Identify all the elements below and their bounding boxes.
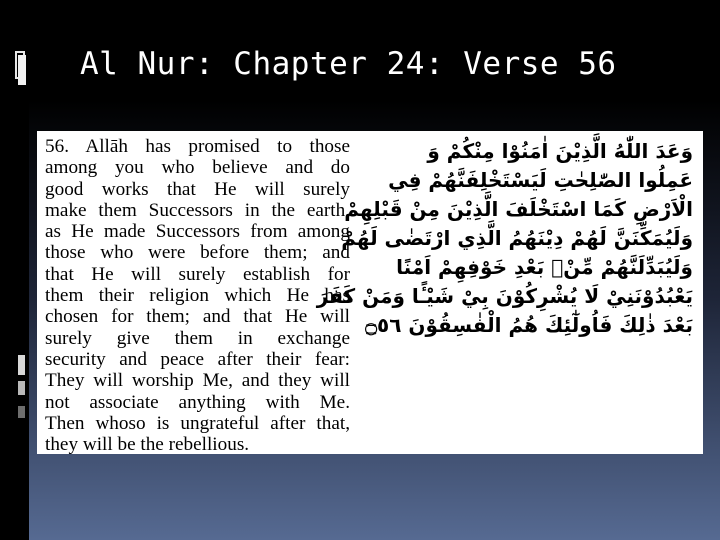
side-accent-bar — [18, 381, 25, 395]
english-line: surely give them in exchange — [45, 327, 350, 349]
english-line: security and peace after their fear: — [45, 348, 350, 370]
english-translation — [45, 136, 350, 454]
arabic-line: وَعَدَ اللّٰهُ الَّذِيْنَ اٰمَنُوْا مِنْكُمْ وَ — [427, 139, 693, 163]
arabic-line: عَمِلُوا الصّٰلِحٰتِ لَيَسْتَخْلِفَنَّهُمْ فِي — [388, 168, 693, 192]
arabic-line: وَلَيُمَكِّنَنَّ لَهُمْ دِيْنَهُمُ الَّذِي ارْتَضٰى لَهُمْ — [341, 226, 693, 250]
english-line: chosen for them; and that He will — [45, 306, 350, 328]
english-line: those who were before them; and — [45, 242, 350, 264]
english-line: Then whoso is ungrateful after that, — [45, 412, 350, 434]
english-line: them their religion which He has — [45, 285, 350, 307]
side-accent-bar — [18, 406, 25, 418]
side-accent-bar — [18, 355, 25, 375]
arabic-line: يَعْبُدُوْنَنِيْ لَا يُشْرِكُوْنَ بِيْ شَيْـًٔا وَمَنْ كَفَرَ — [316, 284, 693, 308]
english-line: 56. Allāh has promised to those — [45, 136, 350, 157]
arabic-line: وَلَيُبَدِّلَنَّهُمْ مِّنْۢ بَعْدِ خَوْفِهِمْ اَمْنًا — [396, 255, 693, 279]
deco-solid-block — [18, 55, 26, 85]
arabic-line: الْاَرْضِ كَمَا اسْتَخْلَفَ الَّذِيْنَ مِنْ قَبْلِهِمْ — [344, 197, 693, 221]
slide-title: Al Nur: Chapter 24: Verse 56 — [80, 46, 617, 82]
english-line: good works that He will surely — [45, 178, 350, 200]
english-line: not associate anything with Me. — [45, 391, 350, 413]
arabic-line: بَعْدَ ذٰلِكَ فَاُولٰٓئِكَ هُمُ الْفٰسِقُوْنَ ۝٥٦ — [365, 313, 693, 337]
english-line: they will be the rebellious. — [45, 434, 250, 454]
english-line: among you who believe and do — [45, 157, 350, 179]
arabic-verse-text — [316, 137, 693, 340]
english-line: that He will surely establish for — [45, 263, 350, 285]
english-line: They will worship Me, and they will — [45, 370, 350, 392]
left-rail — [0, 0, 29, 540]
verse-image-panel — [37, 131, 703, 454]
english-line: make them Successors in the earth, — [45, 199, 350, 221]
english-line: as He made Successors from among — [45, 221, 350, 243]
